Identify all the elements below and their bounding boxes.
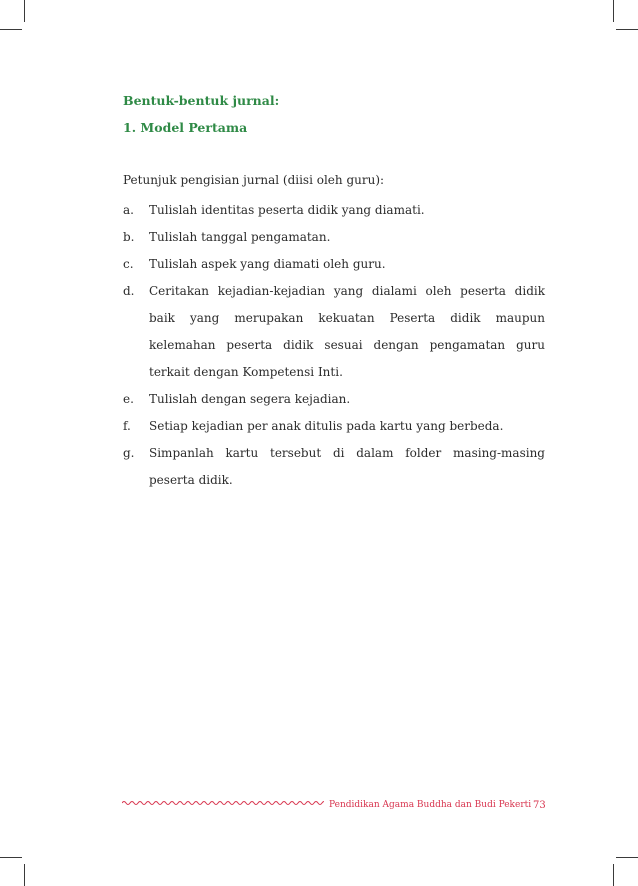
crop-mark: [0, 857, 22, 858]
list-item-text: Simpanlah kartu tersebut di dalam folder masing-masing peserta didik.: [149, 446, 545, 487]
section-heading: Bentuk-bentuk jurnal:: [123, 93, 280, 108]
crop-mark: [616, 857, 638, 858]
list-marker: c.: [123, 257, 134, 271]
page-number: 73: [533, 800, 546, 811]
list-item: [123, 413, 545, 440]
list-item-text: Tulislah aspek yang diamati oleh guru.: [149, 257, 386, 271]
crop-mark: [613, 864, 614, 886]
crop-mark: [616, 29, 638, 30]
footer-wave-decoration: [122, 798, 324, 808]
list-item-text: Ceritakan kejadian-kejadian yang dialami oleh peserta didik baik yang merupakan kekuatan Peserta didik maupun kelemahan peserta didik sesuai dengan pengamatan guru terkait dengan Kompetensi Inti.: [149, 284, 545, 379]
list-marker: e.: [123, 392, 134, 406]
list-item: [123, 251, 545, 278]
list-marker: b.: [123, 230, 135, 244]
list-marker: g.: [123, 446, 135, 460]
list-item: [123, 278, 545, 386]
crop-mark: [24, 0, 25, 22]
list-item-text: Tulislah tanggal pengamatan.: [149, 230, 331, 244]
instruction-list: [123, 197, 545, 494]
crop-mark: [613, 0, 614, 22]
list-item-text: Tulislah dengan segera kejadian.: [149, 392, 351, 406]
list-item: [123, 224, 545, 251]
crop-mark: [0, 29, 22, 30]
list-item-text: Setiap kejadian per anak ditulis pada kartu yang berbeda.: [149, 419, 504, 433]
list-marker: a.: [123, 203, 134, 217]
intro-text: Petunjuk pengisian jurnal (diisi oleh guru):: [123, 173, 385, 187]
subsection-heading: 1. Model Pertama: [123, 120, 248, 135]
crop-mark: [24, 864, 25, 886]
footer-book-title: Pendidikan Agama Buddha dan Budi Pekerti: [329, 800, 532, 810]
list-item: [123, 386, 545, 413]
list-item: [123, 197, 545, 224]
list-marker: d.: [123, 284, 135, 298]
list-marker: f.: [123, 419, 131, 433]
list-item-text: Tulislah identitas peserta didik yang diamati.: [149, 203, 425, 217]
list-item: [123, 440, 545, 494]
